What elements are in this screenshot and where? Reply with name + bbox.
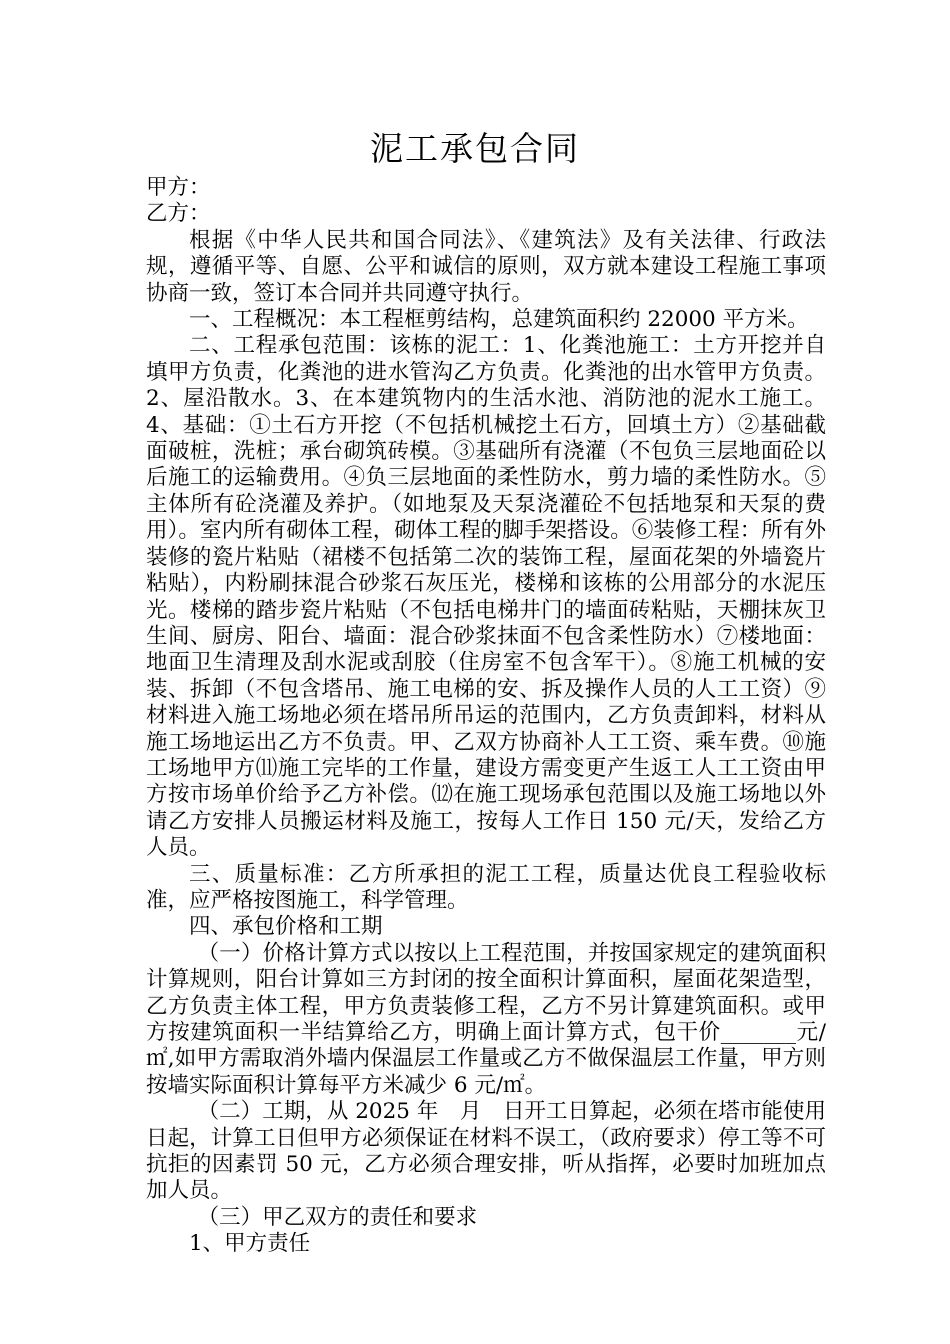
section-quality-standard: 三、质量标准：乙方所承担的泥工工程，质量达优良工程验收标准，应严格按图施工，科学管理。 [146,861,826,913]
document-title: 泥工承包合同 [370,129,580,168]
party-a-responsibility-heading: 1、甲方责任 [189,1231,311,1257]
section-project-overview: 一、工程概况：本工程框剪结构，总建筑面积约 22000 平方米。 [189,307,809,333]
subsection-price-calculation: （一）价格计算方式以按以上工程范围，并按国家规定的建筑面积计算规则，阳台计算如三方封闭的按全面积计算面积，屋面花架造型，乙方负责主体工程，甲方负责装修工程，乙方不另计算建筑面积。或甲方按建筑面积一半结算给乙方，明确上面计算方式，包干价_______元/㎡,如甲方需取消外墙内保温层工作量或乙方不做保温层工作量，甲方则按墙实际面积计算每平方米减少 6 元/㎡。 [146,940,826,1098]
subsection-responsibilities-heading: （三）甲乙双方的责任和要求 [197,1204,478,1230]
party-b-line: 乙方： [146,201,211,227]
section-contract-scope: 二、工程承包范围：该栋的泥工：1、化粪池施工：土方开挖并自填甲方负责，化粪池的进水管沟乙方负责。化粪池的出水管甲方负责。2、屋沿散水。3、在本建筑物内的生活水池、消防池的泥水工施工。4、基础：①土石方开挖（不包括机械挖土石方，回填土方）②基础截面破桩，洗桩；承台砌筑砖模。③基础所有浇灌（不包负三层地面砼以后施工的运输费用。④负三层地面的柔性防水，剪力墙的柔性防水。⑤主体所有砼浇灌及养护。（如地泵及天泵浇灌砼不包括地泵和天泵的费用）。室内所有砌体工程，砌体工程的脚手架搭设。⑥装修工程：所有外装修的瓷片粘贴（裙楼不包括第二次的装饰工程，屋面花架的外墙瓷片粘贴），内粉刷抹混合砂浆石灰压光，楼梯和该栋的公用部分的水泥压光。楼梯的踏步瓷片粘贴（不包括电梯井门的墙面砖粘贴，天棚抹灰卫生间、厨房、阳台、墙面：混合砂浆抹面不包含柔性防水）⑦楼地面：地面卫生清理及刮水泥或刮胶（住房室不包含军干）。⑧施工机械的安装、拆卸（不包含塔吊、施工电梯的安、拆及操作人员的人工工资）⑨材料进入施工场地必须在塔吊所吊运的范围内，乙方负责卸料，材料从施工场地运出乙方不负责。甲、乙双方协商补人工工资、乘车费。⑩施工场地甲方⑾施工完毕的工作量，建设方需变更产生返工人工工资由甲方按市场单价给予乙方补偿。⑿在施工现场承包范围以及施工场地以外请乙方安排人员搬运材料及施工，按每人工作日 150 元/天，发给乙方人员。 [146,333,826,861]
preamble-paragraph: 根据《中华人民共和国合同法》、《建筑法》及有关法律、行政法规，遵循平等、自愿、公平和诚信的原则，双方就本建设工程施工事项协商一致，签订本合同并共同遵守执行。 [146,227,826,306]
section-price-and-schedule-heading: 四、承包价格和工期 [189,914,383,940]
document-body [146,175,826,1258]
subsection-schedule: （二）工期，从 2025 年 月 日开工日算起，必须在塔市能使用日起，计算工日但甲方必须保证在材料不误工，（政府要求）停工等不可抗拒的因素罚 50 元，乙方必须合理安排，听从指挥，必要时加班加点加人员。 [146,1099,826,1204]
party-a-line: 甲方： [146,175,211,200]
